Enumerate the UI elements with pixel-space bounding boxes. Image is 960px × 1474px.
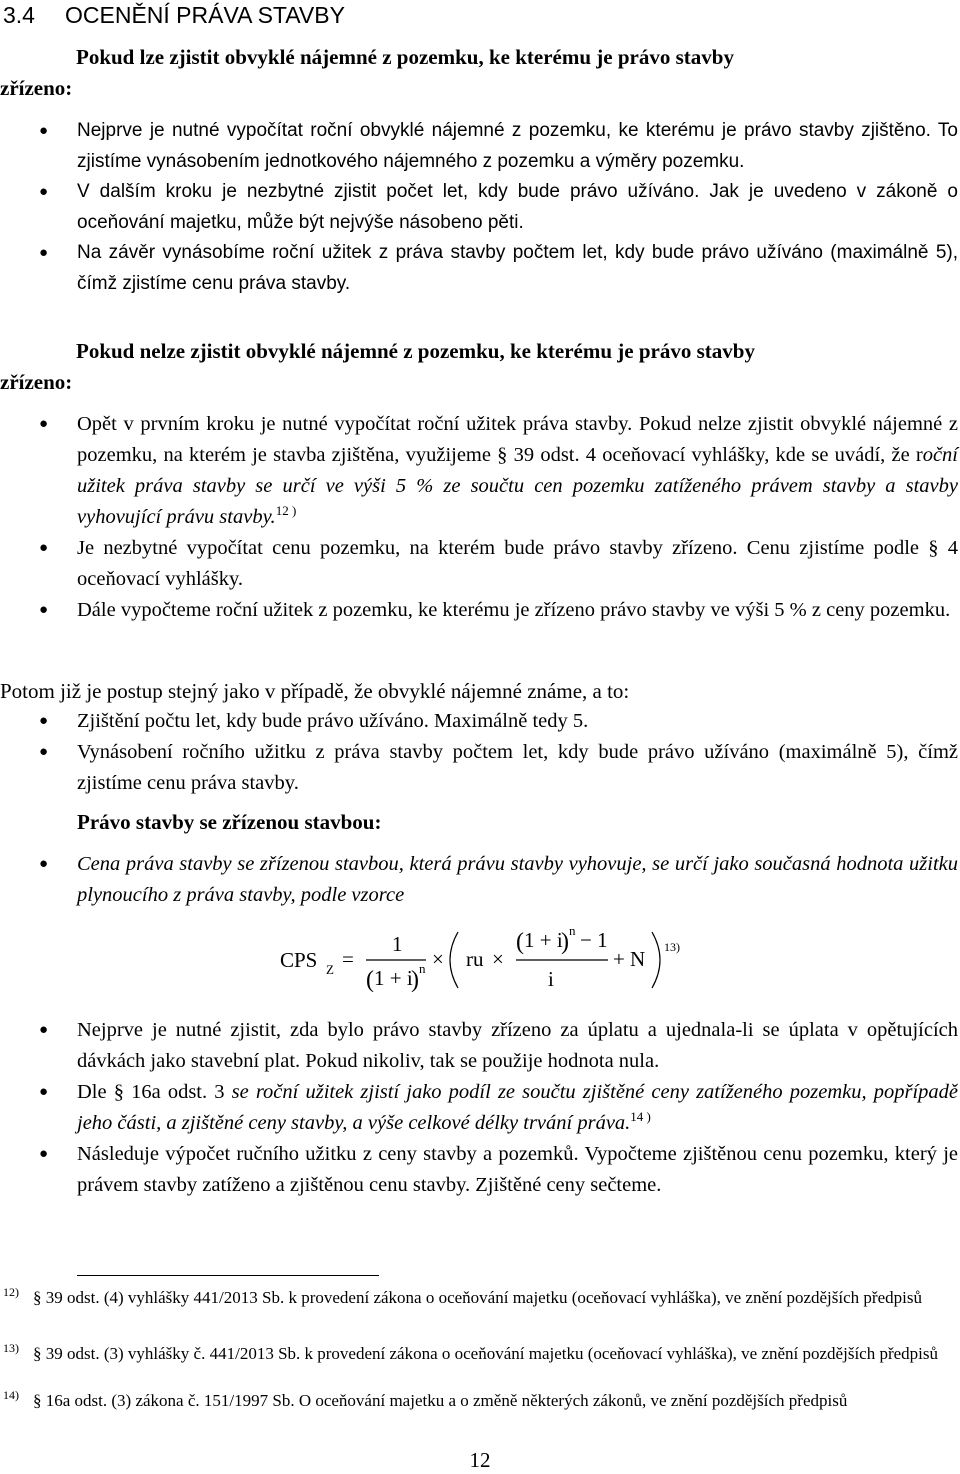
case-a-lead-tail: zřízeno:	[0, 76, 73, 100]
bullet-icon: ●	[39, 1022, 49, 1038]
one-plus-i-1: 1 + i	[374, 966, 413, 990]
times-2: ×	[492, 947, 504, 971]
list-item	[0, 1015, 958, 1077]
paren-close-1: )	[411, 967, 419, 993]
list-item	[0, 706, 958, 737]
page-number: 12	[469, 1448, 491, 1472]
bullet-icon: ●	[39, 244, 49, 261]
quoted-rule: oční užitek práva stavby se určí ve výši 5 % ze součtu cen pozemku zatíženého právem stavby a stavby vyhovující právu stavby.	[77, 444, 958, 528]
case-a-list	[0, 116, 958, 299]
list-item-text: Nejprve je nutné zjistit, zda bylo právo stavby zřízeno za úplatu a ujednala-li se úplata v opětujících dávkách jako stavební plat. Pokud nikoliv, tak se použije hodnota nula.	[77, 1019, 958, 1072]
list-item-text: Na závěr vynásobíme roční užitek z práva stavby počtem let, kdy bude právo užíváno (maximálně 5), čímž zjistíme cenu práva stavby.	[77, 242, 958, 294]
N: N	[630, 947, 646, 971]
built-list-top	[0, 849, 958, 911]
times-1: ×	[432, 947, 444, 971]
footnote-mark: 12)	[3, 1285, 19, 1300]
list-item-text: Cena práva stavby se zřízenou stavbou, která právu stavby vyhovuje, se určí jako současná hodnota užitku plynoucího z práva stavby, podle vzorce	[77, 853, 958, 906]
footnote-text: § 16a odst. (3) zákona č. 151/1997 Sb. O oceňování majetku a o změně některých zákonů, ve znění pozdějších předpisů	[33, 1391, 848, 1410]
list-item	[0, 116, 958, 177]
bullet-icon: ●	[39, 1084, 49, 1100]
formula-one: 1	[392, 932, 403, 956]
built-heading: Právo stavby se zřízenou stavbou:	[77, 810, 382, 834]
exp-n-2: n	[569, 926, 576, 938]
formula-ref: 13)	[664, 940, 680, 954]
case-b-list	[0, 409, 958, 626]
list-item	[0, 737, 958, 799]
footnote-text: § 39 odst. (3) vyhlášky č. 441/2013 Sb. k provedení zákona o oceňování majetku (oceňovací vyhláška), ve znění pozdějších předpisů	[33, 1344, 939, 1363]
bullet-icon: ●	[39, 713, 49, 729]
case-b-lead-tail: zřízeno:	[0, 370, 73, 394]
list-item-text: V dalším kroku je nezbytné zjistit počet let, kdy bude právo užíváno. Jak je uvedeno v zákoně o oceňování majetku, může být nejvýše násobeno pěti.	[77, 181, 958, 233]
bullet-icon: ●	[39, 540, 49, 556]
bullet-icon: ●	[39, 416, 49, 432]
bullet-icon: ●	[39, 602, 49, 618]
case-b-lead	[0, 336, 955, 398]
list-item-text: Zjištění počtu let, kdy bude právo užíváno. Maximálně tedy 5.	[77, 710, 589, 732]
quoted-rule: se roční užitek zjistí jako podíl ze součtu zjištěné ceny zatíženého pozemku, popřípadě jeho části, a zjištěné ceny stavby, a výše celkové délky trvání práva.	[77, 1081, 958, 1134]
footnote-separator	[77, 1275, 379, 1276]
list-item	[0, 533, 958, 595]
list-item	[0, 409, 958, 533]
footnote-13	[3, 1340, 958, 1368]
procedure-intro: Potom již je postup stejný jako v případě, že obvyklé nájemné známe, a to:	[0, 679, 630, 703]
footnote-mark: 13)	[3, 1341, 19, 1356]
bullet-icon: ●	[39, 183, 49, 200]
exp-n-1: n	[419, 961, 426, 976]
bullet-icon: ●	[39, 744, 49, 760]
formula-lhs-sub: Z	[326, 962, 334, 977]
formula-eq: =	[342, 947, 354, 971]
case-a-lead-text: Pokud lze zjistit obvyklé nájemné z pozemku, ke kterému je právo stavby	[76, 45, 734, 69]
section-number: 3.4	[3, 2, 35, 28]
list-item-text: Vynásobení ročního užitku z práva stavby počtem let, kdy bude právo užíváno (maximálně 5), čímž zjistíme cenu práva stavby.	[77, 741, 958, 794]
list-item	[0, 177, 958, 238]
footnote-ref: 14 )	[630, 1109, 651, 1125]
footnote-14	[3, 1387, 958, 1415]
footnote-12	[3, 1284, 958, 1312]
big-paren-close	[652, 932, 660, 988]
formula-lhs: CPS	[280, 948, 318, 972]
list-item-text: Následuje výpočet ručního užitku z ceny stavby a pozemků. Vypočteme zjištěnou cenu pozemku, který je právem stavby zatíženo a zjištěnou cenu stavby. Zjištěné ceny sečteme.	[77, 1143, 958, 1196]
list-item-text	[77, 409, 958, 533]
minus-one: − 1	[580, 928, 608, 952]
footnote-text: § 39 odst. (4) vyhlášky 441/2013 Sb. k provedení zákona o oceňování majetku (oceňovací vyhláška), ve znění pozdějších předpisů	[33, 1288, 922, 1307]
cps-formula	[280, 926, 720, 994]
plus: +	[613, 947, 625, 971]
section-title: OCENĚNÍ PRÁVA STAVBY	[65, 2, 345, 28]
bullet-icon: ●	[39, 1146, 49, 1162]
plain-text: Opět v prvním kroku je nutné vypočítat roční užitek práva stavby. Pokud nelze zjistit obvyklé nájemné z pozemku, na kterém je stavba zjištěna, využijeme § 39 odst. 4 oceňovací vyhlášky, kde se uvádí, že r	[77, 413, 958, 466]
bullet-icon: ●	[39, 856, 49, 872]
footnote-ref: 12 )	[275, 503, 297, 519]
list-item-text: Nejprve je nutné vypočítat roční obvyklé nájemné z pozemku, ke kterému je právo stavby zjištěno. To zjistíme vynásobením jednotkového nájemného z pozemku a výměry pozemku.	[77, 120, 958, 172]
denominator-i: i	[548, 967, 554, 991]
paren-open-2: (	[516, 929, 524, 955]
bullet-icon: ●	[39, 122, 49, 139]
case-b-lead-text: Pokud nelze zjistit obvyklé nájemné z pozemku, ke kterému je právo stavby	[76, 339, 755, 363]
list-item	[0, 595, 958, 626]
built-list-bottom	[0, 1015, 958, 1201]
footnote-mark: 14)	[3, 1388, 19, 1403]
ru: ru	[466, 947, 484, 971]
procedure-list	[0, 706, 958, 799]
paren-close-2: )	[561, 929, 569, 955]
big-paren-open	[450, 932, 458, 988]
list-item	[0, 238, 958, 299]
section-heading	[3, 2, 345, 29]
list-item	[0, 849, 958, 911]
list-item	[0, 1077, 958, 1139]
list-item	[0, 1139, 958, 1201]
case-a-lead	[0, 42, 955, 104]
list-item-text: Je nezbytné vypočítat cenu pozemku, na kterém bude právo stavby zřízeno. Cenu zjistíme podle § 4 oceňovací vyhlášky.	[77, 537, 958, 590]
one-plus-i-2: 1 + i	[524, 928, 563, 952]
list-item-text	[77, 1077, 958, 1139]
plain-text: Dle § 16a odst. 3	[77, 1081, 232, 1103]
list-item-text: Dále vypočteme roční užitek z pozemku, ke kterému je zřízeno právo stavby ve výši 5 % z ceny pozemku.	[77, 599, 951, 621]
paren-open-1: (	[366, 967, 374, 993]
